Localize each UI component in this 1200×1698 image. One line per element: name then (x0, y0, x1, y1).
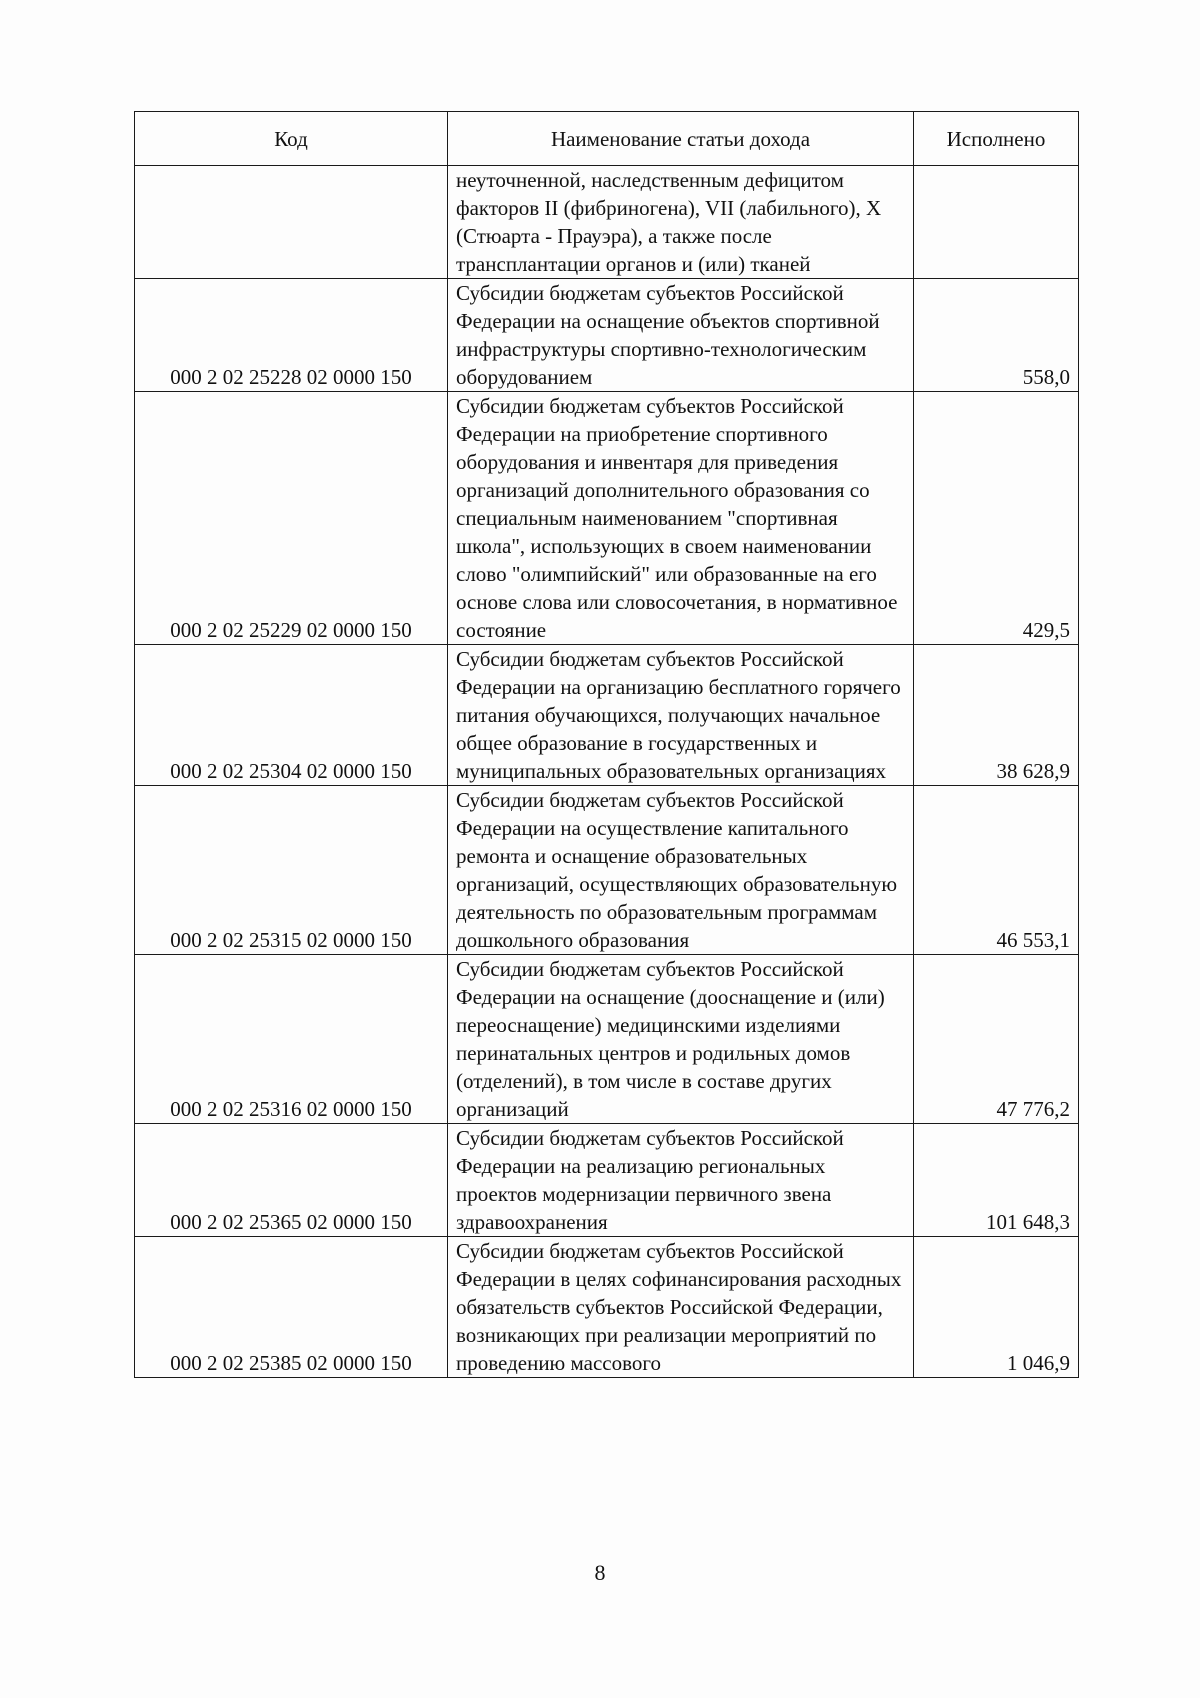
row-code: 000 2 02 25228 02 0000 150 (135, 279, 448, 392)
row-name: Субсидии бюджетам субъектов Российской Федерации на организацию бесплатного горячего питания обучающихся, получающих начальное общее образование в государственных и муниципальных образовательных организациях (448, 645, 914, 786)
row-value (914, 166, 1079, 279)
row-name: Субсидии бюджетам субъектов Российской Федерации на оснащение (дооснащение и (или) переоснащение) медицинскими изделиями перинатальных центров и родильных домов (отделений), в том числе в составе других организаций (448, 955, 914, 1124)
header-name: Наименование статьи дохода (448, 112, 914, 166)
table-row (135, 1124, 1079, 1237)
row-code: 000 2 02 25229 02 0000 150 (135, 392, 448, 645)
row-code: 000 2 02 25365 02 0000 150 (135, 1124, 448, 1237)
row-name: неуточненной, наследственным дефицитом факторов II (фибриногена), VII (лабильного), X (Стюарта - Прауэра), а также после трансплантации органов и (или) тканей (448, 166, 914, 279)
header-code: Код (135, 112, 448, 166)
header-value: Исполнено (914, 112, 1079, 166)
row-code (135, 166, 448, 279)
table-header-row (135, 112, 1079, 166)
row-name: Субсидии бюджетам субъектов Российской Федерации на оснащение объектов спортивной инфраструктуры спортивно-технологическим оборудованием (448, 279, 914, 392)
row-name: Субсидии бюджетам субъектов Российской Федерации на осуществление капитального ремонта и оснащение образовательных организаций, осуществляющих образовательную деятельность по образовательным программам дошкольного образования (448, 786, 914, 955)
table-row (135, 279, 1079, 392)
row-code: 000 2 02 25304 02 0000 150 (135, 645, 448, 786)
table-row (135, 166, 1079, 279)
row-code: 000 2 02 25385 02 0000 150 (135, 1237, 448, 1378)
table-row (135, 645, 1079, 786)
income-table (134, 111, 1079, 1378)
row-value: 101 648,3 (914, 1124, 1079, 1237)
row-value: 1 046,9 (914, 1237, 1079, 1378)
row-name: Субсидии бюджетам субъектов Российской Федерации на приобретение спортивного оборудования и инвентаря для приведения организаций дополнительного образования со специальным наименованием "спортивная школа", использующих в своем наименовании слово "олимпийский" или образованные на его основе слова или словосочетания, в нормативное состояние (448, 392, 914, 645)
table-row (135, 392, 1079, 645)
row-code: 000 2 02 25315 02 0000 150 (135, 786, 448, 955)
row-code: 000 2 02 25316 02 0000 150 (135, 955, 448, 1124)
page-number: 8 (594, 1560, 606, 1585)
row-value: 558,0 (914, 279, 1079, 392)
table-row (135, 1237, 1079, 1378)
row-value: 47 776,2 (914, 955, 1079, 1124)
table-row (135, 786, 1079, 955)
row-name: Субсидии бюджетам субъектов Российской Федерации в целях софинансирования расходных обязательств субъектов Российской Федерации, возникающих при реализации мероприятий по проведению массового (448, 1237, 914, 1378)
table-row (135, 955, 1079, 1124)
row-value: 38 628,9 (914, 645, 1079, 786)
row-value: 46 553,1 (914, 786, 1079, 955)
row-value: 429,5 (914, 392, 1079, 645)
row-name: Субсидии бюджетам субъектов Российской Федерации на реализацию региональных проектов модернизации первичного звена здравоохранения (448, 1124, 914, 1237)
